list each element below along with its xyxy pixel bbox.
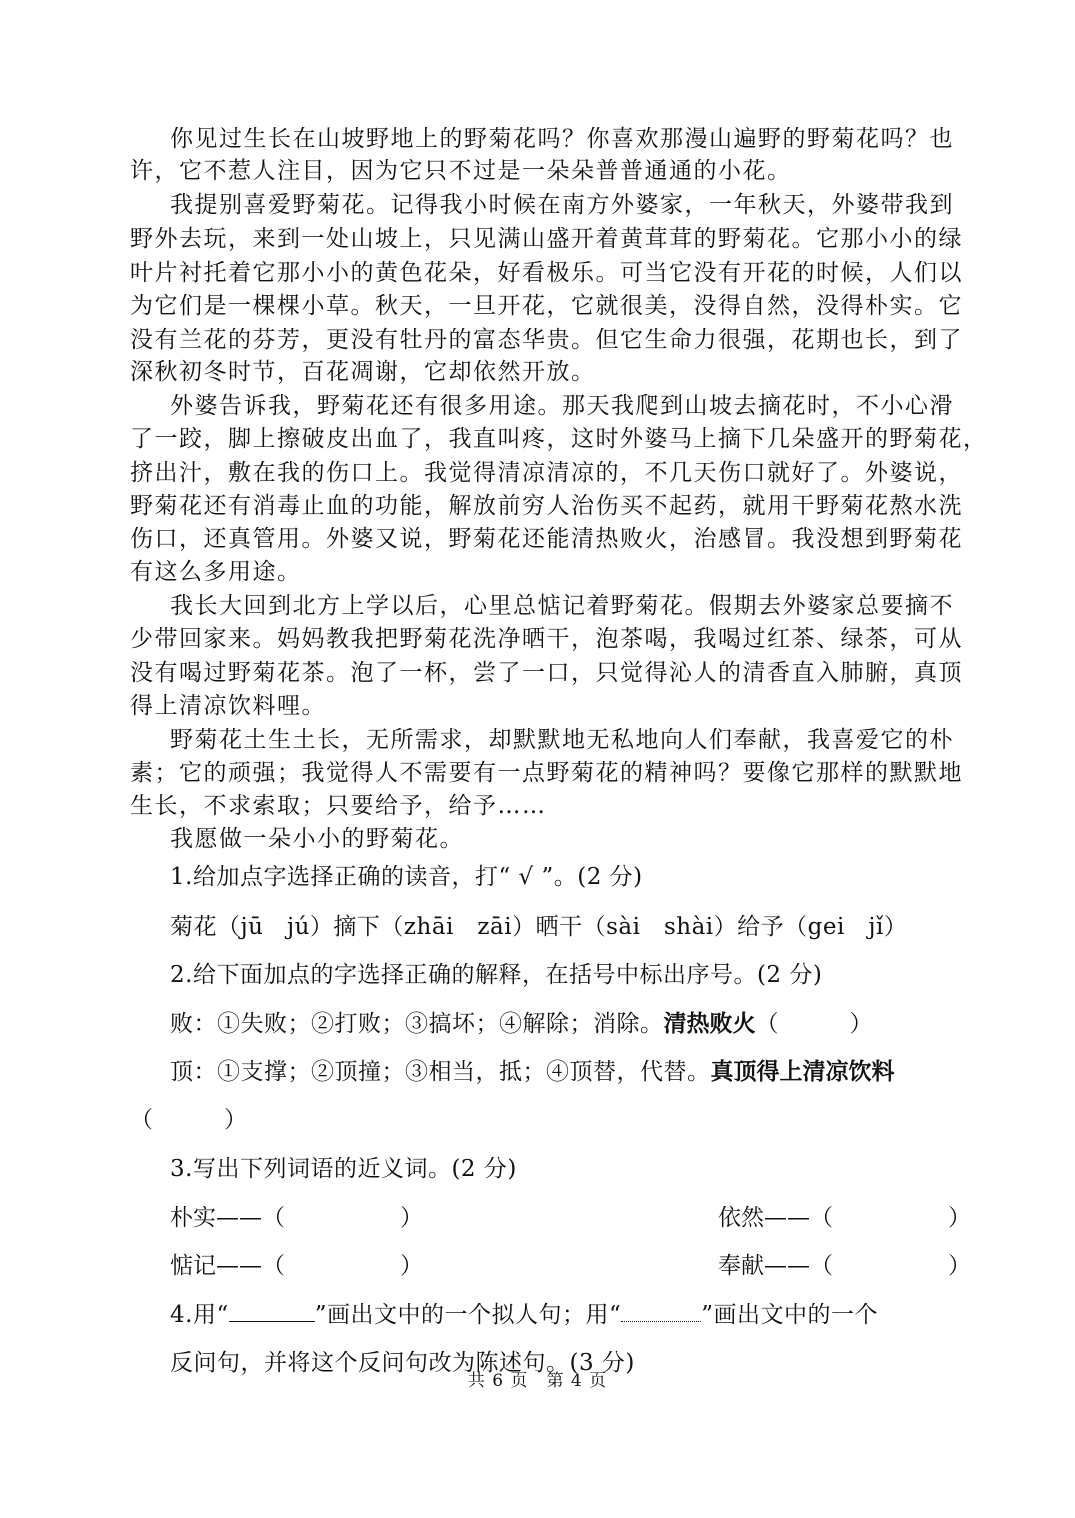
question-4-line-2: 反问句，并将这个反问句改为陈述句。(3 分) bbox=[170, 1350, 635, 1376]
synonym-blank-yiran[interactable]: 依然——（ ） bbox=[718, 1205, 971, 1231]
pinyin-option-zhaixia[interactable]: 摘下（zhāi zāi） bbox=[333, 914, 536, 940]
target-phrase: 真顶得上清凉饮料 bbox=[710, 1059, 895, 1085]
pinyin-option-shaigan[interactable]: 晒干（sài shài） bbox=[535, 914, 738, 940]
passage-line: 有这么多用途。 bbox=[130, 559, 302, 585]
passage-line: 得上清凉饮料哩。 bbox=[130, 693, 326, 719]
answer-blank[interactable]: （ ） bbox=[755, 1011, 873, 1037]
passage-line: 少带回家来。妈妈教我把野菊花洗净晒干，泡茶喝，我喝过红茶、绿茶，可从 bbox=[130, 626, 963, 652]
passage-line: 没有兰花的芬芳，更没有牡丹的富态华贵。但它生命力很强，花期也长，到了 bbox=[130, 327, 963, 353]
passage-line: 野菊花还有消毒止血的功能，解放前穷人治伤买不起药，就用干野菊花熬水洗 bbox=[130, 493, 963, 519]
passage-line: 叶片衬托着它那小小的黄色花朵，好看极乐。可当它没有开花的时候，人们以 bbox=[130, 260, 963, 286]
passage-line: 了一跤，脚上擦破皮出血了，我直叫疼，这时外婆马上摘下几朵盛开的野菊花， bbox=[130, 426, 988, 452]
passage-line: 我提别喜爱野菊花。记得我小时候在南方外婆家，一年秋天，外婆带我到 bbox=[170, 192, 954, 218]
passage-line: 许，它不惹人注目，因为它只不过是一朵朵普普通通的小花。 bbox=[130, 158, 792, 184]
passage-line: 野菊花土生土长，无所需求，却默默地无私地向人们奉献，我喜爱它的朴 bbox=[170, 727, 954, 753]
question-4-line-1 bbox=[170, 1298, 960, 1332]
answer-blank[interactable]: （ ） bbox=[130, 1107, 248, 1133]
q4-text: ”画出文中的一个 bbox=[701, 1302, 878, 1328]
page-footer: 共 6 页 第 4 页 bbox=[467, 1371, 608, 1391]
passage-line: 野外去玩，来到一处山坡上，只见满山盛开着黄茸茸的野菊花。它那小小的绿 bbox=[130, 226, 963, 252]
pinyin-option-juhua[interactable]: 菊花（jū jú） bbox=[170, 914, 334, 940]
definition-options: 顶：①支撑；②顶撞；③相当，抵；④顶替，代替。 bbox=[170, 1059, 711, 1085]
pinyin-option-jiyu[interactable]: 给予（gei jǐ） bbox=[737, 914, 908, 940]
passage-line: 为它们是一棵棵小草。秋天，一旦开花，它就很美，没得自然，没得朴实。它 bbox=[130, 293, 963, 319]
question-2-title: 2.给下面加点的字选择正确的解释，在括号中标出序号。(2 分) bbox=[170, 962, 823, 988]
q4-text: ”画出文中的一个拟人句；用“ bbox=[314, 1302, 622, 1328]
passage-line: 我愿做一朵小小的野菊花。 bbox=[170, 826, 464, 852]
q4-text: 4.用“ bbox=[170, 1302, 229, 1328]
passage-line: 我长大回到北方上学以后，心里总惦记着野菊花。假期去外婆家总要摘不 bbox=[170, 593, 954, 619]
solid-underline-sample bbox=[229, 1299, 315, 1322]
passage-line: 生长，不求索取；只要给予，给予…… bbox=[130, 793, 547, 819]
definition-options: 败：①失败；②打败；③搞坏；④解除；消除。 bbox=[170, 1011, 664, 1037]
synonym-blank-pushi[interactable]: 朴实——（ ） bbox=[170, 1205, 423, 1231]
passage-line: 你见过生长在山坡野地上的野菊花吗？你喜欢那漫山遍野的野菊花吗？也 bbox=[170, 126, 954, 152]
passage-line: 外婆告诉我，野菊花还有很多用途。那天我爬到山坡去摘花时，不小心滑 bbox=[170, 393, 954, 419]
question-1-options bbox=[170, 910, 960, 944]
question-2a bbox=[170, 1007, 960, 1041]
dotted-underline-sample bbox=[621, 1299, 701, 1322]
passage-line: 深秋初冬时节，百花凋谢，它却依然开放。 bbox=[130, 359, 596, 385]
question-1-title: 1.给加点字选择正确的读音，打“ √ ”。(2 分) bbox=[170, 864, 643, 890]
question-2b bbox=[170, 1055, 960, 1089]
passage-line: 没有喝过野菊花茶。泡了一杯，尝了一口，只觉得沁人的清香直入肺腑，真顶 bbox=[130, 660, 963, 686]
passage-line: 伤口，还真管用。外婆又说，野菊花还能清热败火，治感冒。我没想到野菊花 bbox=[130, 526, 963, 552]
synonym-blank-fengxian[interactable]: 奉献——（ ） bbox=[718, 1253, 971, 1279]
synonym-blank-dianji[interactable]: 惦记——（ ） bbox=[170, 1253, 423, 1279]
question-3-title: 3.写出下列词语的近义词。(2 分) bbox=[170, 1156, 517, 1182]
passage-line: 挤出汁，敷在我的伤口上。我觉得清凉清凉的，不几天伤口就好了。外婆说， bbox=[130, 460, 963, 486]
target-phrase: 清热败火 bbox=[663, 1011, 756, 1037]
passage-line: 素；它的顽强；我觉得人不需要有一点野菊花的精神吗？要像它那样的默默地 bbox=[130, 760, 963, 786]
